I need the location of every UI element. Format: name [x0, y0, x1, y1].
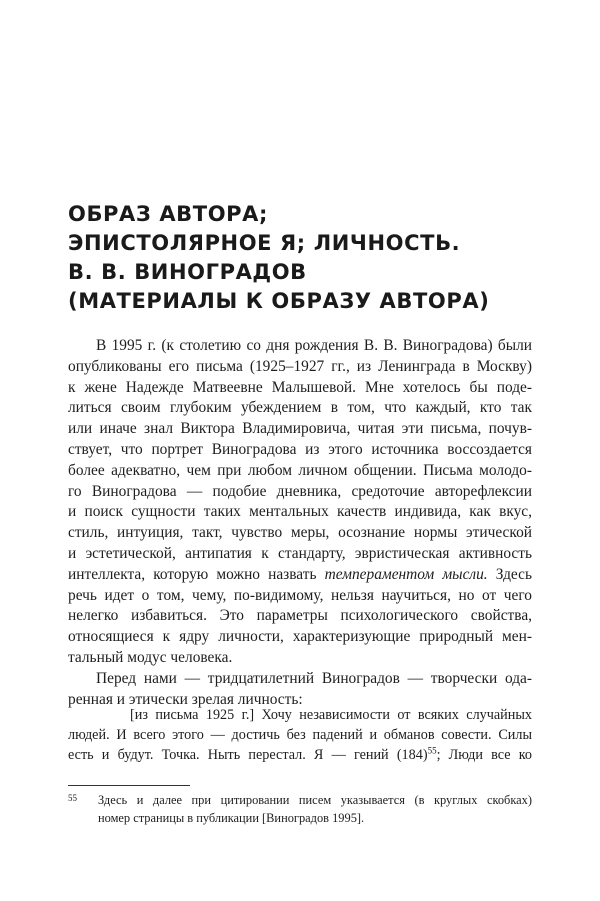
- text-fragment: Здесь: [487, 565, 532, 583]
- quote-fragment: есть и будут. Точка. Ныть перестал. Я — гений (184): [68, 747, 428, 763]
- heading-line: ОБРАЗ АВТОРА;: [68, 202, 269, 226]
- footnote-number: 55: [68, 793, 77, 803]
- heading-line: (МАТЕРИАЛЫ К ОБРАЗУ АВТОРА): [68, 289, 490, 313]
- footnote-text: [98, 792, 532, 827]
- text-line: ствует, что портрет Виноградова из этого источника воссоздается: [68, 440, 532, 458]
- text-line: к жене Надежде Матвеевне Малышевой. Мне хотелось бы поде-: [68, 378, 532, 396]
- text-line: В 1995 г. (к столетию со дня рождения В. В. Виноградова) были: [96, 337, 532, 354]
- heading-line: В. В. ВИНОГРАДОВ: [68, 260, 307, 284]
- letter-quote: [68, 705, 532, 765]
- quote-line: [из письма 1925 г.] Хочу независимости от всяких случайных: [130, 707, 532, 723]
- text-line-with-italic: [68, 565, 532, 586]
- text-line: опубликованы его письма (1925–1927 гг., из Ленинграда в Москву): [68, 357, 532, 375]
- footnote-line: номер страницы в публикации [Виноградов 1995].: [98, 810, 365, 825]
- quote-fragment: ; Люди все ко: [436, 747, 532, 763]
- chapter-heading: [68, 200, 548, 316]
- footnote: [68, 792, 532, 827]
- main-text: [68, 336, 532, 710]
- text-line: литься своим глубоким убеждением в том, что каждый, кто так: [68, 399, 532, 417]
- text-line: и эстетической, антипатия к стандарту, эвристическая активность: [68, 544, 532, 562]
- text-line: ренная и этически зрелая личность:: [68, 690, 303, 708]
- footnote-divider: [68, 785, 190, 786]
- text-line: тальный модус человека.: [68, 648, 233, 666]
- footnote-ref[interactable]: 55: [427, 745, 437, 756]
- text-line: и поиск сущности таких ментальных качеств индивида, как вкус,: [68, 503, 532, 521]
- footnote-line: Здесь и далее при цитировании писем указывается (в круглых скобках): [98, 793, 532, 807]
- text-fragment: интеллекта, которую можно назвать: [68, 565, 325, 583]
- text-line: Перед нами — тридцатилетний Виноградов — творчески ода-: [96, 669, 532, 687]
- text-line: речь идет о том, чему, по-видимому, нельзя научиться, но от чего: [68, 586, 532, 604]
- text-line: стиль, интуиция, такт, чувство меры, осознание нормы этической: [68, 524, 532, 542]
- quote-line: [68, 745, 532, 765]
- text-line: или иначе знал Виктора Владимировича, читая эти письма, почув-: [68, 420, 532, 438]
- quote-line: людей. И всего этого — достичь без падений и обманов совести. Силы: [68, 727, 532, 743]
- text-line: нелегко избавиться. Это параметры психологического свойства,: [68, 607, 532, 625]
- text-line: более адекватно, чем при любом личном общении. Письма молодо-: [68, 461, 532, 479]
- heading-line: ЭПИСТОЛЯРНОЕ Я; ЛИЧНОСТЬ.: [68, 231, 461, 255]
- text-line: относящиеся к ядру личности, характеризующие природный мен-: [68, 628, 532, 646]
- text-line: го Виноградова — подобие дневника, средоточие авторефлексии: [68, 482, 532, 500]
- italic-term: темпераментом мысли.: [324, 565, 488, 583]
- paragraph-1: [68, 336, 532, 669]
